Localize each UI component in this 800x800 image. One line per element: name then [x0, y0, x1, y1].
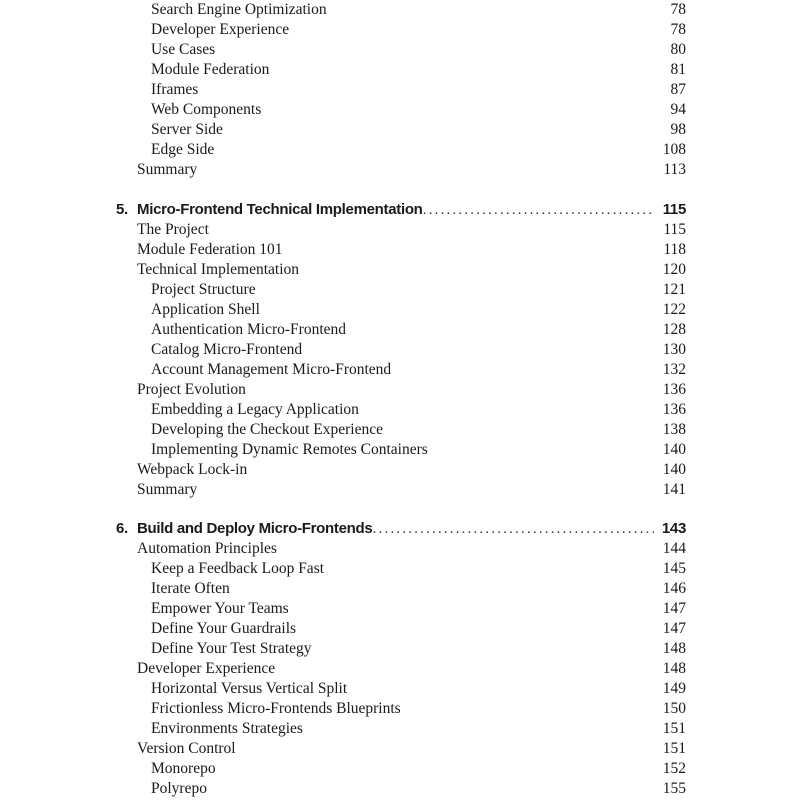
toc-entry[interactable] — [151, 440, 686, 460]
toc-entry-page: 145 — [662, 560, 686, 577]
toc-entry-title: Webpack Lock-in — [137, 461, 248, 478]
toc-entry-title: Keep a Feedback Loop Fast — [151, 560, 325, 577]
toc-entry-title: Implementing Dynamic Remotes Containers — [151, 441, 428, 458]
toc-entry-page: 130 — [662, 341, 686, 358]
toc-entry-title: Application Shell — [151, 301, 260, 318]
toc-entry[interactable] — [151, 400, 686, 420]
toc-entry-title: Automation Principles — [137, 540, 277, 557]
toc-entry-title: Authentication Micro-Frontend — [151, 321, 346, 338]
toc-entry-title: Developing the Checkout Experience — [151, 421, 383, 438]
toc-entry[interactable] — [151, 719, 686, 739]
toc-entry-page: 78 — [670, 1, 686, 18]
toc-entry-page: 121 — [662, 281, 686, 298]
toc-entry[interactable] — [151, 300, 686, 320]
toc-entry[interactable] — [151, 779, 686, 799]
toc-entry-page: 147 — [662, 620, 686, 637]
toc-entry-title: Project Structure — [151, 281, 256, 298]
dot-leader — [372, 519, 653, 539]
chapter-6-heading[interactable] — [116, 519, 686, 539]
toc-entry[interactable] — [151, 320, 686, 340]
toc-entry-title: Polyrepo — [151, 780, 207, 797]
toc-entry-title: Use Cases — [151, 41, 216, 58]
toc-entry-title: Empower Your Teams — [151, 600, 289, 617]
dot-leader — [423, 200, 655, 220]
toc-entry[interactable] — [151, 639, 686, 659]
toc-entry[interactable] — [137, 380, 686, 400]
toc-entry-page: 138 — [662, 421, 686, 438]
toc-entry-title: Iframes — [151, 81, 199, 98]
toc-entry[interactable] — [137, 260, 686, 280]
toc-entry[interactable] — [151, 40, 686, 60]
toc-entry-page: 148 — [662, 640, 686, 657]
toc-entry-page: 128 — [662, 321, 686, 338]
toc-entry[interactable] — [137, 539, 686, 559]
toc-entry-title: Iterate Often — [151, 580, 230, 597]
toc-entry[interactable] — [151, 280, 686, 300]
toc-entry[interactable] — [137, 480, 686, 500]
toc-entry-page: 150 — [662, 700, 686, 717]
toc-entry[interactable] — [151, 100, 686, 120]
toc-entry-title: Server Side — [151, 121, 223, 138]
toc-entry-page: 78 — [670, 21, 686, 38]
chapter-number: 6. — [116, 520, 128, 537]
toc-entry-page: 136 — [662, 381, 686, 398]
toc-entry-page: 87 — [670, 81, 686, 98]
chapter-page: 143 — [661, 520, 686, 537]
toc-entry[interactable] — [137, 240, 686, 260]
toc-entry-title: Environments Strategies — [151, 720, 303, 737]
toc-entry-title: Module Federation — [151, 61, 270, 78]
toc-entry-page: 147 — [662, 600, 686, 617]
toc-entry[interactable] — [151, 140, 686, 160]
toc-entry-page: 81 — [670, 61, 686, 78]
chapter-page: 115 — [662, 201, 686, 218]
toc-entry[interactable] — [151, 20, 686, 40]
toc-entry[interactable] — [151, 559, 686, 579]
toc-entry-page: 120 — [662, 261, 686, 278]
toc-entry-title: Module Federation 101 — [137, 241, 283, 258]
toc-entry[interactable] — [151, 759, 686, 779]
toc-entry[interactable] — [151, 0, 686, 20]
toc-entry-page: 115 — [663, 221, 686, 238]
toc-entry-page: 80 — [670, 41, 686, 58]
toc-entry-title: Embedding a Legacy Application — [151, 401, 359, 418]
toc-entry-summary[interactable] — [137, 160, 686, 180]
toc-entry-title: Horizontal Versus Vertical Split — [151, 680, 348, 697]
toc-entry-page: 98 — [670, 121, 686, 138]
toc-entry-page: 140 — [662, 441, 686, 458]
toc-entry-page: 113 — [663, 161, 686, 178]
toc-entry-title: Summary — [137, 481, 198, 498]
toc-entry[interactable] — [137, 739, 686, 759]
toc-entry[interactable] — [137, 220, 686, 240]
toc-entry-title: Frictionless Micro-Frontends Blueprints — [151, 700, 401, 717]
toc-entry[interactable] — [151, 360, 686, 380]
chapter-title: Micro-Frontend Technical Implementation — [137, 201, 423, 218]
toc-entry-page: 148 — [662, 660, 686, 677]
toc-entry[interactable] — [151, 699, 686, 719]
toc-entry-title: Version Control — [137, 740, 236, 757]
toc-entry[interactable] — [151, 80, 686, 100]
toc-entry-page: 108 — [662, 141, 686, 158]
toc-entry-page: 155 — [662, 780, 686, 797]
toc-entry-page: 146 — [662, 580, 686, 597]
toc-entry-title: Edge Side — [151, 141, 215, 158]
toc-entry-page: 118 — [663, 241, 686, 258]
toc-entry-page: 152 — [662, 760, 686, 777]
toc-entry-title: Define Your Guardrails — [151, 620, 297, 637]
toc-entry[interactable] — [151, 340, 686, 360]
toc-entry[interactable] — [151, 619, 686, 639]
toc-entry-title: Catalog Micro-Frontend — [151, 341, 303, 358]
toc-entry-title: Define Your Test Strategy — [151, 640, 312, 657]
toc-entry-title: Web Components — [151, 101, 262, 118]
toc-entry-page: 94 — [670, 101, 686, 118]
toc-entry[interactable] — [151, 599, 686, 619]
toc-entry-page: 136 — [662, 401, 686, 418]
chapter-5-heading[interactable] — [116, 200, 686, 220]
chapter-title: Build and Deploy Micro-Frontends — [137, 520, 373, 537]
toc-entry-page: 151 — [662, 740, 686, 757]
toc-entry-title: Developer Experience — [137, 660, 276, 677]
toc-entry-page: 149 — [662, 680, 686, 697]
toc-entry-page: 122 — [662, 301, 686, 318]
toc-entry-title: The Project — [137, 221, 209, 238]
toc-entry[interactable] — [151, 420, 686, 440]
toc-entry-page: 151 — [662, 720, 686, 737]
toc-entry-title: Summary — [137, 161, 198, 178]
toc-entry[interactable] — [137, 460, 686, 480]
toc-entry[interactable] — [137, 659, 686, 679]
toc-entry-page: 132 — [662, 361, 686, 378]
toc-entry[interactable] — [151, 579, 686, 599]
toc-entry-page: 140 — [662, 461, 686, 478]
toc-entry-title: Technical Implementation — [137, 261, 300, 278]
chapter-number: 5. — [116, 201, 128, 218]
toc-entry[interactable] — [151, 679, 686, 699]
toc-entry-title: Account Management Micro-Frontend — [151, 361, 392, 378]
toc-entry-title: Developer Experience — [151, 21, 290, 38]
toc-entry[interactable] — [151, 60, 686, 80]
toc-entry-page: 141 — [662, 481, 686, 498]
toc-entry-title: Search Engine Optimization — [151, 1, 327, 18]
toc-entry-title: Monorepo — [151, 760, 216, 777]
toc-entry-page: 144 — [662, 540, 686, 557]
toc-entry[interactable] — [151, 120, 686, 140]
toc-entry-title: Project Evolution — [137, 381, 246, 398]
